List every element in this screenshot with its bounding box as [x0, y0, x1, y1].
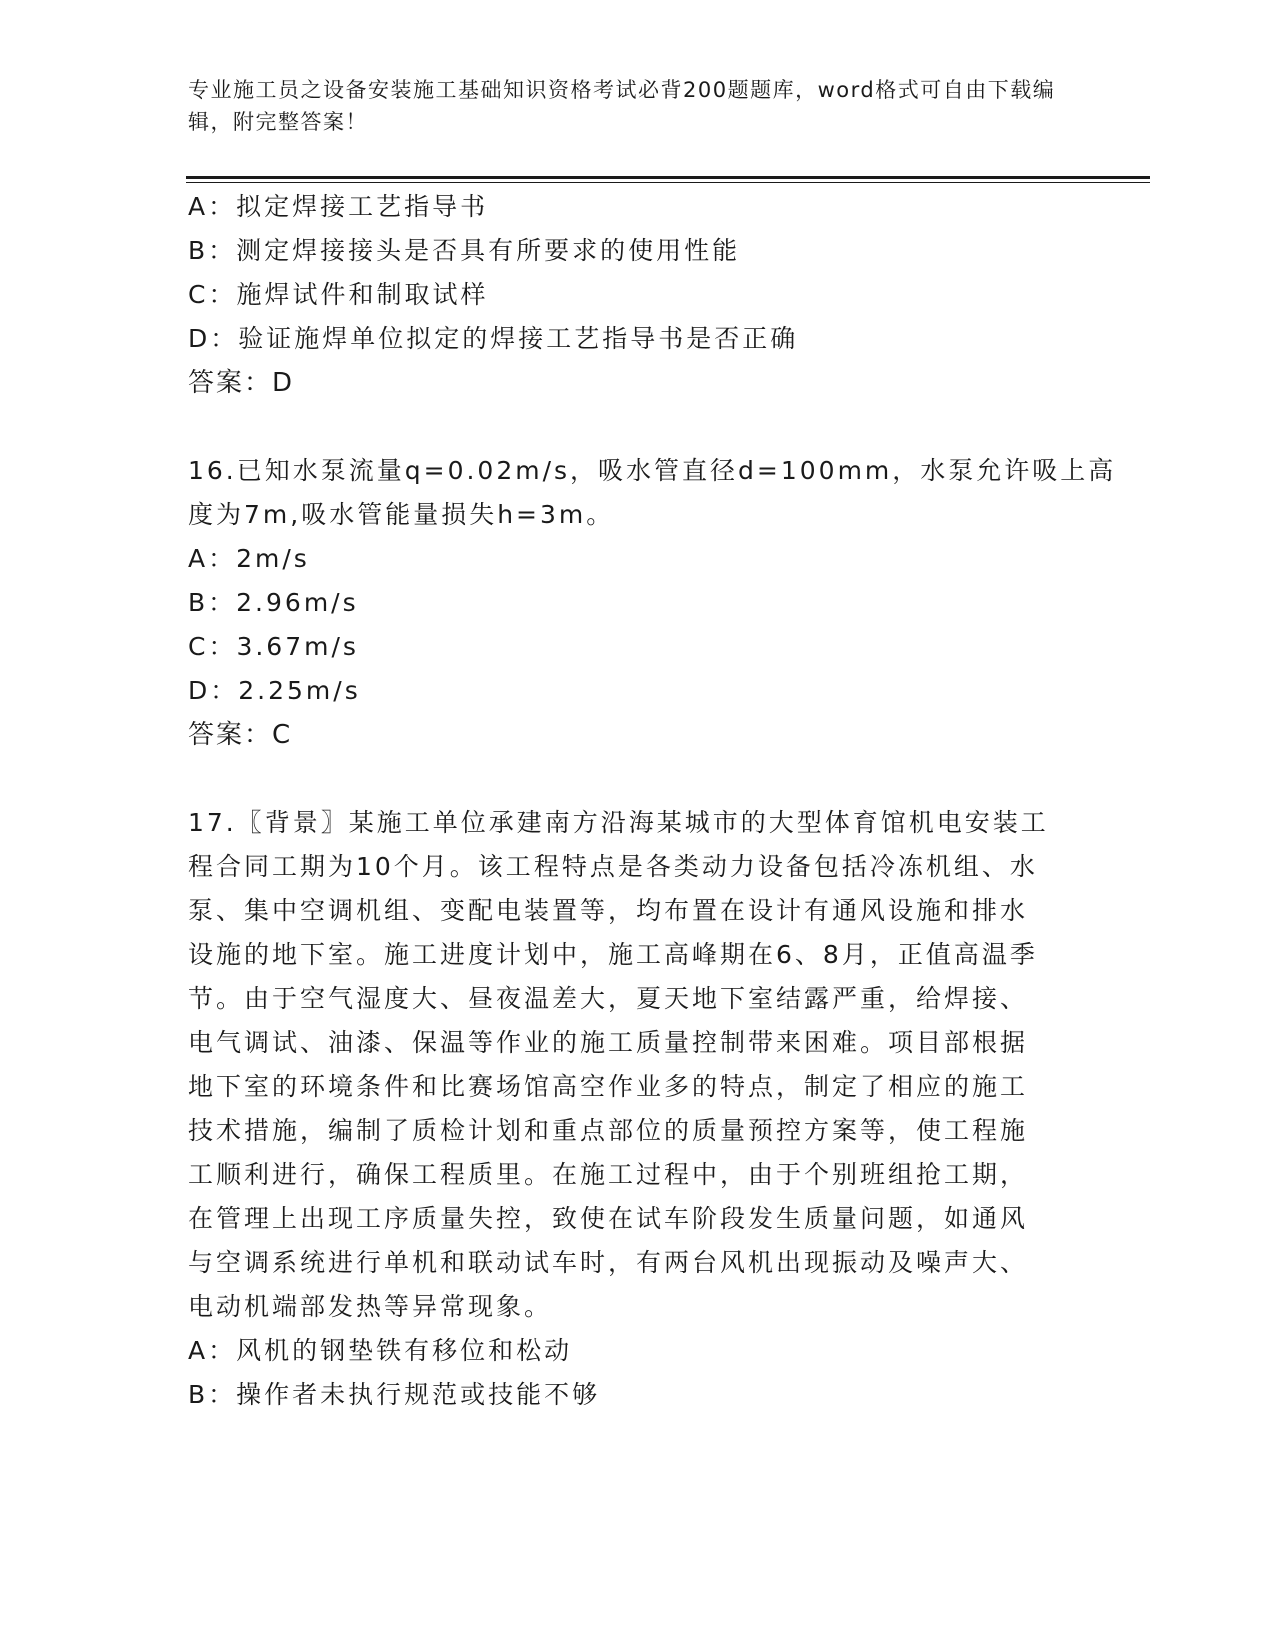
q16-stem-line-2: 度为7m,吸水管能量损失h=3m。: [188, 500, 615, 529]
q17-stem-line-7: 地下室的环境条件和比赛场馆高空作业多的特点，制定了相应的施工: [188, 1072, 1029, 1101]
q17-stem-line-3: 泵、集中空调机组、变配电装置等，均布置在设计有通风设施和排水: [188, 896, 1029, 925]
q17-stem-line-1: 17.〖背景〗某施工单位承建南方沿海某城市的大型体育馆机电安装工: [188, 808, 1049, 837]
q16-answer: 答案：C: [188, 720, 293, 750]
q15-answer: 答案：D: [188, 368, 295, 398]
q17-stem-line-8: 技术措施，编制了质检计划和重点部位的质量预控方案等，使工程施: [188, 1116, 1029, 1145]
q17-stem-line-2: 程合同工期为10个月。该工程特点是各类动力设备包括冷冻机组、水: [188, 852, 1038, 881]
q17-stem-line-6: 电气调试、油漆、保温等作业的施工质量控制带来困难。项目部根据: [188, 1028, 1029, 1057]
q17-option-a: A：风机的钢垫铁有移位和松动: [188, 1336, 573, 1365]
page-header: 专业施工员之设备安装施工基础知识资格考试必背200题题库，word格式可自由下载编辑，附完整答案！: [188, 78, 1056, 134]
q15-option-b: B：测定焊接接头是否具有所要求的使用性能: [188, 236, 741, 265]
q17-stem-line-4: 设施的地下室。施工进度计划中，施工高峰期在6、8月，正值高温季: [188, 940, 1038, 969]
q17-stem-line-12: 电动机端部发热等异常现象。: [188, 1292, 553, 1321]
q16-option-b: B：2.96m/s: [188, 588, 359, 617]
header-rule-thin: [186, 182, 1150, 183]
q16-option-c: C：3.67m/s: [188, 632, 359, 661]
header-rule-thick: [186, 176, 1150, 179]
q16-option-a: A：2m/s: [188, 544, 310, 573]
q15-option-a: A：拟定焊接工艺指导书: [188, 192, 489, 221]
q17-stem-line-5: 节。由于空气湿度大、昼夜温差大，夏天地下室结露严重，给焊接、: [188, 984, 1029, 1013]
q17-stem-line-11: 与空调系统进行单机和联动试车时，有两台风机出现振动及噪声大、: [188, 1248, 1029, 1277]
q16-stem-line-1: 16.已知水泵流量q=0.02m/s，吸水管直径d=100mm，水泵允许吸上高: [188, 456, 1117, 485]
q17-stem-line-10: 在管理上出现工序质量失控，致使在试车阶段发生质量问题，如通风: [188, 1204, 1029, 1233]
q17-option-b: B：操作者未执行规范或技能不够: [188, 1380, 601, 1409]
q17-stem-line-9: 工顺利进行，确保工程质里。在施工过程中，由于个别班组抢工期，: [188, 1160, 1029, 1189]
q15-option-d: D：验证施焊单位拟定的焊接工艺指导书是否正确: [188, 324, 799, 353]
q15-option-c: C：施焊试件和制取试样: [188, 280, 489, 309]
q16-option-d: D：2.25m/s: [188, 676, 361, 705]
